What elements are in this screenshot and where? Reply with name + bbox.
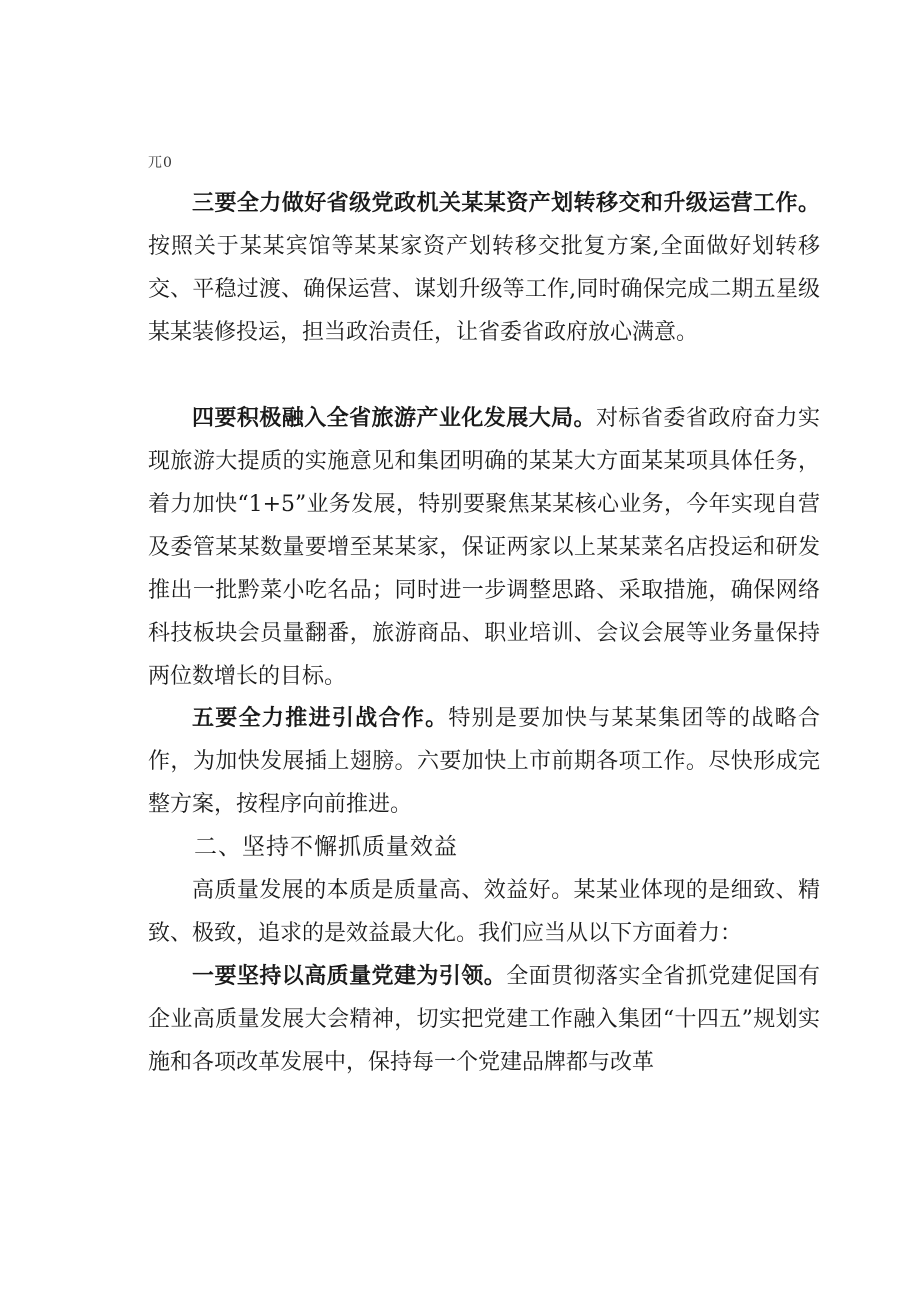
paragraph-five-body: 特别是要加快与某某集团等的战略合作，为加快发展插上翅膀。六要加快上市前期各项工作。尽快形成完整方案，按程序向前推进。 [148, 706, 820, 817]
paragraph-three-body: 按照关于某某宾馆等某某家资产划转移交批复方案,全面做好划转移交、平稳过渡、确保运营、谋划升级等工作,同时确保完成二期五星级某某装修投运，担当政治责任，让省委省政府放心满意。 [148, 234, 820, 345]
paragraph-four [148, 397, 820, 698]
paragraph-four-lead: 四要积极融入全省旅游产业化发展大局。 [192, 405, 596, 431]
page-fragment: 兀0 [148, 155, 173, 171]
paragraph-one-body: 全面贯彻落实全省抓党建促国有企业高质量发展大会精神，切实把党建工作融入集团“十四五”规划实施和各项改革发展中，保持每一个党建品牌都与改革 [148, 964, 820, 1075]
paragraph-five-lead: 五要全力推进引战合作。 [192, 705, 449, 731]
paragraph-four-body: 对标省委省政府奋力实现旅游大提质的实施意见和集团明确的某某大方面某某项具体任务，着力加快“1+5”业务发展，特别要聚焦某某核心业务，今年实现自营及委管某某数量要增至某某家，保证两家以上某某菜名店投运和研发推出一批黔菜小吃名品；同时进一步调整思路、采取措施，确保网络科技板块会员量翻番，旅游商品、职业培训、会议会展等业务量保持两位数增长的目标。 [148, 406, 820, 689]
paragraph-three [148, 182, 820, 354]
paragraph-five [148, 697, 820, 826]
section-heading: 二、坚持不懈抓质量效益 [194, 834, 458, 860]
paragraph-one-lead: 一要坚持以高质量党建为引领。 [192, 963, 507, 989]
paragraph-intro: 高质量发展的本质是质量高、效益好。某某业体现的是细致、精致、极致，追求的是效益最大化。我们应当从以下方面着力： [148, 878, 820, 946]
paragraph-three-lead: 三要全力做好省级党政机关某某资产划转移交和升级运营工作。 [192, 190, 820, 216]
paragraph-one [148, 955, 820, 1084]
